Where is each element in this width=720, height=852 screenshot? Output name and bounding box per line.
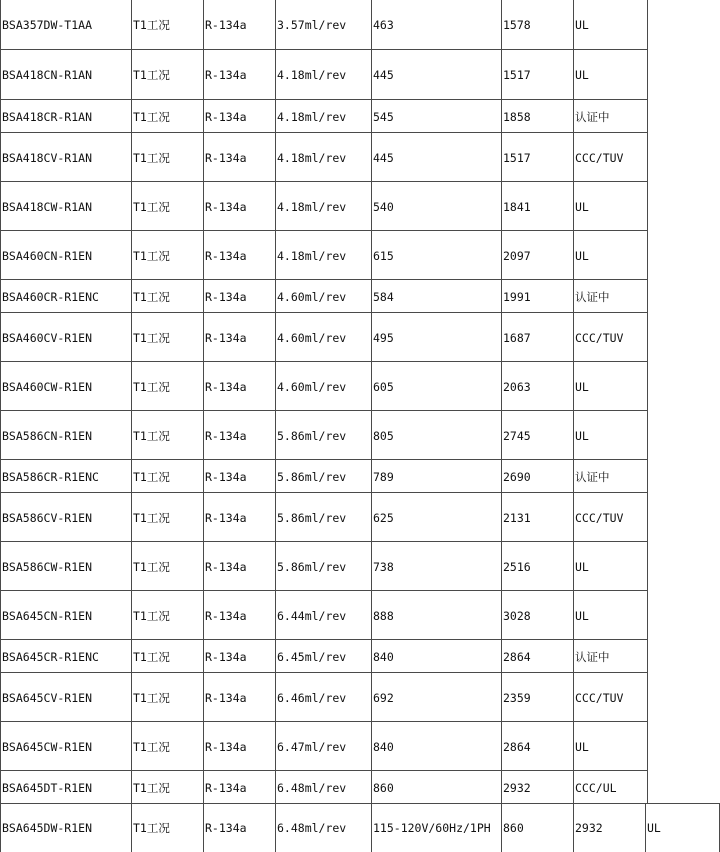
- cell-model: BSA418CN-R1AN: [0, 50, 131, 100]
- cell-condition: T1工况: [131, 411, 203, 460]
- cell-certification: UL: [573, 182, 647, 231]
- cell-refrigerant: R-134a: [203, 133, 275, 182]
- cell-capacity-b: 2359: [501, 673, 573, 722]
- cell-certification: UL: [573, 542, 647, 591]
- cell-capacity-a: 545: [371, 100, 501, 133]
- cell-displacement: 4.60ml/rev: [275, 280, 371, 313]
- table-row: [0, 50, 720, 100]
- cell-capacity-a: 495: [371, 313, 501, 362]
- cell-refrigerant: R-134a: [203, 673, 275, 722]
- cell-condition: T1工况: [131, 280, 203, 313]
- cell-model: BSA460CV-R1EN: [0, 313, 131, 362]
- cell-capacity-b: 2864: [501, 722, 573, 771]
- cell-condition: T1工况: [131, 362, 203, 411]
- cell-model: BSA418CV-R1AN: [0, 133, 131, 182]
- cell-condition: T1工况: [131, 673, 203, 722]
- cell-capacity-a: 692: [371, 673, 501, 722]
- cell-condition: T1工况: [131, 460, 203, 493]
- row-divider: [0, 721, 648, 722]
- cell-power-supply: 115-120V/60Hz/1PH: [371, 804, 501, 852]
- row-divider: [0, 639, 648, 640]
- cell-displacement: 6.48ml/rev: [275, 804, 371, 852]
- row-divider: [0, 49, 648, 50]
- cell-displacement: 5.86ml/rev: [275, 411, 371, 460]
- cell-refrigerant: R-134a: [203, 804, 275, 852]
- cell-condition: T1工况: [131, 542, 203, 591]
- cell-refrigerant: R-134a: [203, 362, 275, 411]
- table-border: [647, 182, 648, 231]
- table-border: [647, 771, 648, 804]
- row-divider: [0, 803, 720, 804]
- table-row: [0, 591, 720, 640]
- cell-refrigerant: R-134a: [203, 722, 275, 771]
- cell-condition: T1工况: [131, 591, 203, 640]
- table-row: [0, 100, 720, 133]
- cell-capacity-b: 1991: [501, 280, 573, 313]
- row-divider: [0, 230, 648, 231]
- cell-displacement: 6.48ml/rev: [275, 771, 371, 804]
- row-divider: [0, 459, 648, 460]
- cell-capacity-a: 615: [371, 231, 501, 280]
- cell-condition: T1工况: [131, 0, 203, 50]
- table-row: [0, 640, 720, 673]
- table-border: [647, 100, 648, 133]
- cell-refrigerant: R-134a: [203, 100, 275, 133]
- cell-model: BSA645DW-R1EN: [0, 804, 131, 852]
- table-row: [0, 673, 720, 722]
- cell-refrigerant: R-134a: [203, 640, 275, 673]
- table-row: [0, 804, 720, 852]
- cell-displacement: 4.18ml/rev: [275, 50, 371, 100]
- row-divider: [0, 590, 648, 591]
- cell-certification: 认证中: [573, 640, 647, 673]
- cell-condition: T1工况: [131, 771, 203, 804]
- cell-refrigerant: R-134a: [203, 591, 275, 640]
- cell-capacity-b: 2864: [501, 640, 573, 673]
- cell-model: BSA586CV-R1EN: [0, 493, 131, 542]
- row-divider: [0, 361, 648, 362]
- cell-certification: UL: [645, 804, 719, 852]
- cell-capacity-b: 2932: [573, 804, 645, 852]
- cell-model: BSA586CR-R1ENC: [0, 460, 131, 493]
- table-border: [647, 460, 648, 493]
- cell-certification: UL: [573, 591, 647, 640]
- cell-condition: T1工况: [131, 50, 203, 100]
- cell-capacity-a: 605: [371, 362, 501, 411]
- cell-capacity-b: 1517: [501, 133, 573, 182]
- table-border: [647, 673, 648, 722]
- cell-model: BSA418CR-R1AN: [0, 100, 131, 133]
- cell-certification: UL: [573, 50, 647, 100]
- cell-capacity-b: 2131: [501, 493, 573, 542]
- table-row: [0, 460, 720, 493]
- cell-refrigerant: R-134a: [203, 542, 275, 591]
- table-row: [0, 133, 720, 182]
- cell-displacement: 3.57ml/rev: [275, 0, 371, 50]
- table-row: [0, 231, 720, 280]
- cell-capacity-a: 789: [371, 460, 501, 493]
- cell-capacity-b: 3028: [501, 591, 573, 640]
- cell-capacity-a: 463: [371, 0, 501, 50]
- cell-refrigerant: R-134a: [203, 0, 275, 50]
- cell-capacity-a: 805: [371, 411, 501, 460]
- cell-displacement: 4.18ml/rev: [275, 231, 371, 280]
- row-divider: [0, 672, 648, 673]
- row-divider: [0, 541, 648, 542]
- cell-displacement: 5.86ml/rev: [275, 493, 371, 542]
- row-divider: [0, 279, 648, 280]
- table-row: [0, 280, 720, 313]
- cell-capacity-b: 1687: [501, 313, 573, 362]
- cell-capacity-a: 840: [371, 722, 501, 771]
- cell-condition: T1工况: [131, 231, 203, 280]
- cell-certification: UL: [573, 722, 647, 771]
- cell-condition: T1工况: [131, 493, 203, 542]
- cell-certification: UL: [573, 0, 647, 50]
- table-row: [0, 722, 720, 771]
- row-divider: [0, 312, 648, 313]
- cell-certification: CCC/TUV: [573, 673, 647, 722]
- cell-displacement: 4.18ml/rev: [275, 100, 371, 133]
- table-border: [647, 0, 648, 50]
- cell-capacity-b: 2063: [501, 362, 573, 411]
- cell-capacity-a: 625: [371, 493, 501, 542]
- cell-refrigerant: R-134a: [203, 50, 275, 100]
- cell-capacity-a: 445: [371, 50, 501, 100]
- cell-certification: 认证中: [573, 100, 647, 133]
- cell-model: BSA460CN-R1EN: [0, 231, 131, 280]
- table-border: [647, 313, 648, 362]
- cell-capacity-a: 445: [371, 133, 501, 182]
- cell-model: BSA645CN-R1EN: [0, 591, 131, 640]
- cell-displacement: 6.44ml/rev: [275, 591, 371, 640]
- cell-condition: T1工况: [131, 100, 203, 133]
- cell-certification: CCC/TUV: [573, 313, 647, 362]
- row-divider: [0, 770, 648, 771]
- cell-model: BSA645DT-R1EN: [0, 771, 131, 804]
- cell-capacity-b: 1517: [501, 50, 573, 100]
- cell-refrigerant: R-134a: [203, 411, 275, 460]
- cell-condition: T1工况: [131, 133, 203, 182]
- cell-capacity-b: 1858: [501, 100, 573, 133]
- row-divider: [0, 492, 648, 493]
- table-border: [647, 591, 648, 640]
- cell-capacity-b: 1841: [501, 182, 573, 231]
- cell-condition: T1工况: [131, 640, 203, 673]
- cell-capacity-b: 2690: [501, 460, 573, 493]
- cell-refrigerant: R-134a: [203, 182, 275, 231]
- table-row: [0, 411, 720, 460]
- cell-certification: UL: [573, 362, 647, 411]
- table-border: [647, 362, 648, 411]
- cell-displacement: 6.46ml/rev: [275, 673, 371, 722]
- cell-capacity-b: 2932: [501, 771, 573, 804]
- cell-condition: T1工况: [131, 313, 203, 362]
- cell-model: BSA645CW-R1EN: [0, 722, 131, 771]
- cell-certification: CCC/UL: [573, 771, 647, 804]
- cell-displacement: 6.47ml/rev: [275, 722, 371, 771]
- cell-capacity-a: 888: [371, 591, 501, 640]
- cell-capacity-b: 1578: [501, 0, 573, 50]
- cell-certification: CCC/TUV: [573, 493, 647, 542]
- cell-capacity-a: 860: [371, 771, 501, 804]
- cell-condition: T1工况: [131, 722, 203, 771]
- cell-refrigerant: R-134a: [203, 460, 275, 493]
- cell-model: BSA460CW-R1EN: [0, 362, 131, 411]
- table-border: [647, 280, 648, 313]
- table-row: [0, 313, 720, 362]
- cell-model: BSA645CV-R1EN: [0, 673, 131, 722]
- table-border: [647, 722, 648, 771]
- cell-certification: 认证中: [573, 280, 647, 313]
- cell-capacity-a: 738: [371, 542, 501, 591]
- cell-refrigerant: R-134a: [203, 771, 275, 804]
- cell-capacity-a: 840: [371, 640, 501, 673]
- row-divider: [0, 99, 648, 100]
- cell-certification: 认证中: [573, 460, 647, 493]
- cell-model: BSA645CR-R1ENC: [0, 640, 131, 673]
- cell-model: BSA586CW-R1EN: [0, 542, 131, 591]
- cell-capacity-b: 2516: [501, 542, 573, 591]
- table-row: [0, 182, 720, 231]
- table-row: [0, 771, 720, 804]
- cell-condition: T1工况: [131, 182, 203, 231]
- cell-capacity-a: 860: [501, 804, 573, 852]
- cell-model: BSA460CR-R1ENC: [0, 280, 131, 313]
- cell-condition: T1工况: [131, 804, 203, 852]
- row-divider: [0, 181, 648, 182]
- table-border: [647, 50, 648, 100]
- cell-capacity-a: 584: [371, 280, 501, 313]
- table-border: [647, 231, 648, 280]
- cell-capacity-b: 2097: [501, 231, 573, 280]
- cell-certification: CCC/TUV: [573, 133, 647, 182]
- cell-displacement: 4.60ml/rev: [275, 362, 371, 411]
- cell-displacement: 5.86ml/rev: [275, 460, 371, 493]
- table-border: [647, 493, 648, 542]
- table-row: [0, 0, 720, 50]
- cell-displacement: 4.18ml/rev: [275, 133, 371, 182]
- row-divider: [0, 410, 648, 411]
- cell-model: BSA418CW-R1AN: [0, 182, 131, 231]
- cell-refrigerant: R-134a: [203, 231, 275, 280]
- table-border: [647, 542, 648, 591]
- table-row: [0, 493, 720, 542]
- cell-refrigerant: R-134a: [203, 313, 275, 362]
- cell-certification: UL: [573, 411, 647, 460]
- row-divider: [0, 132, 648, 133]
- cell-certification: UL: [573, 231, 647, 280]
- cell-displacement: 6.45ml/rev: [275, 640, 371, 673]
- cell-capacity-b: 2745: [501, 411, 573, 460]
- cell-model: BSA357DW-T1AA: [0, 0, 131, 50]
- table-row: [0, 542, 720, 591]
- table-border: [647, 133, 648, 182]
- cell-model: BSA586CN-R1EN: [0, 411, 131, 460]
- cell-refrigerant: R-134a: [203, 280, 275, 313]
- cell-displacement: 4.18ml/rev: [275, 182, 371, 231]
- table-row: [0, 362, 720, 411]
- cell-displacement: 5.86ml/rev: [275, 542, 371, 591]
- table-border: [647, 640, 648, 673]
- table-border: [647, 411, 648, 460]
- cell-refrigerant: R-134a: [203, 493, 275, 542]
- cell-displacement: 4.60ml/rev: [275, 313, 371, 362]
- cell-capacity-a: 540: [371, 182, 501, 231]
